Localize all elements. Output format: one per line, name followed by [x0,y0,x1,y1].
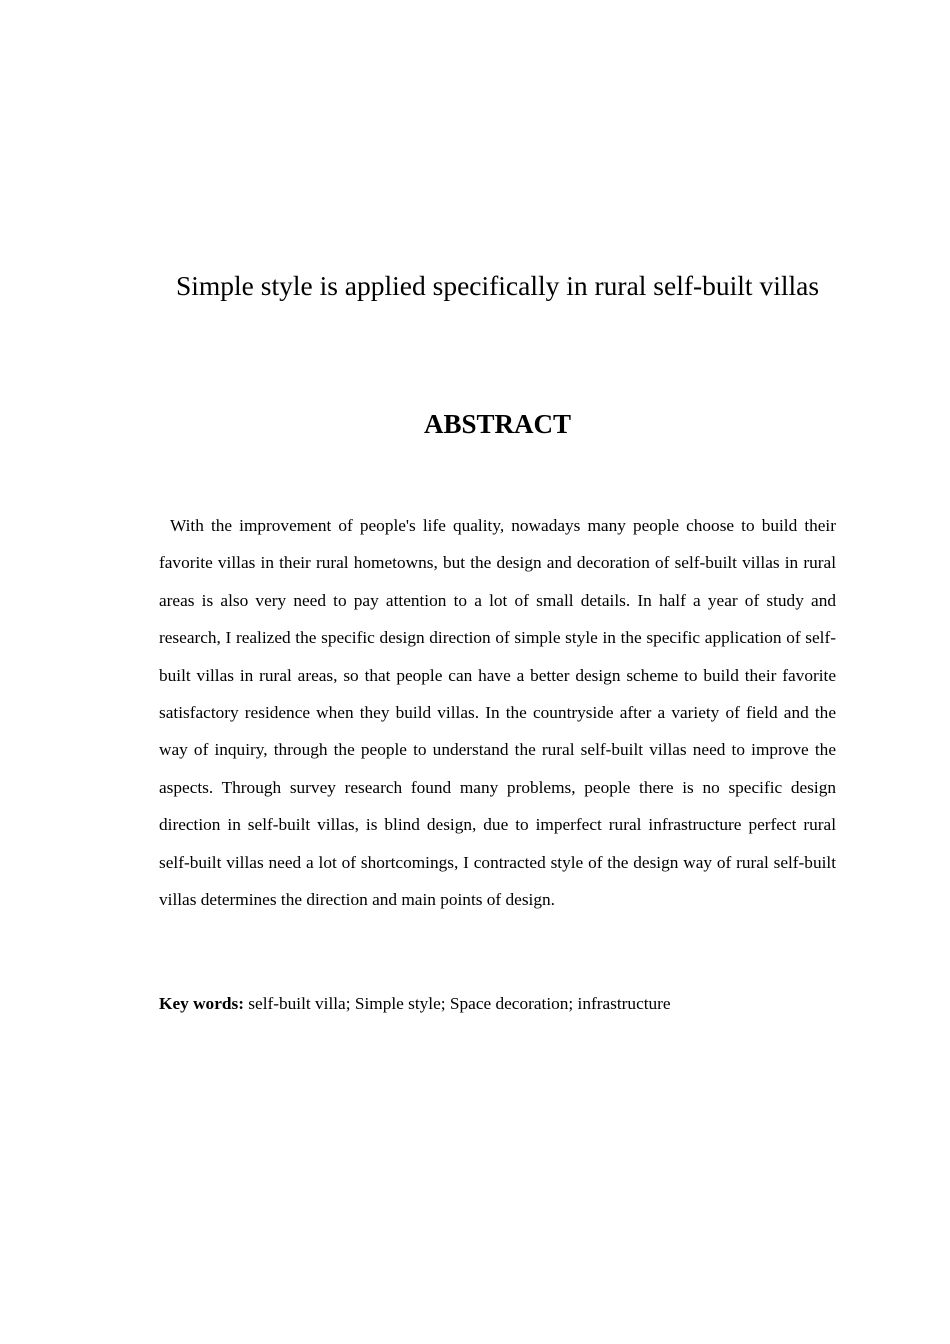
abstract-heading: ABSTRACT [423,409,572,439]
keywords-line [159,987,836,1021]
keywords-text: self-built villa; Simple style; Space decoration; infrastructure [248,994,671,1013]
page-title: Simple style is applied specifically in rural self-built villas [175,270,820,301]
keywords-label: Key words: [159,994,244,1013]
abstract-paragraph: With the improvement of people's life quality, nowadays many people choose to build their favorite villas in their rural hometowns, but the design and decoration of self-built villas in rural areas is also very need to pay attention to a lot of small details. In half a year of study and research, I realized the specific design direction of simple style in the specific application of self-built villas in rural areas, so that people can have a better design scheme to build their favorite satisfactory residence when they build villas. In the countryside after a variety of field and the way of inquiry, through the people to understand the rural self-built villas need to improve the aspects. Through survey research found many problems, people there is no specific design direction in self-built villas, is blind design, due to imperfect rural infrastructure perfect rural self-built villas need a lot of shortcomings, I contracted style of the design way of rural self-built villas determines the direction and main points of design. [159,516,836,910]
